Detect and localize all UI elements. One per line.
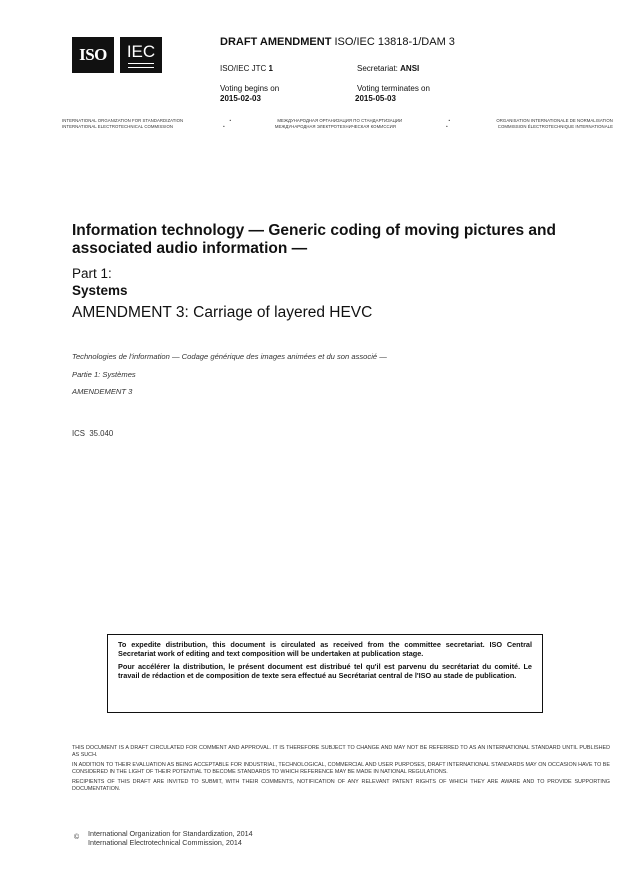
copyright-iec: International Electrotechnical Commission, 2014: [88, 838, 242, 847]
amendment-title: AMENDMENT 3: Carriage of layered HEVC: [72, 304, 373, 321]
disclaimer-paragraph: RECIPIENTS OF THIS DRAFT ARE INVITED TO SUBMIT, WITH THEIR COMMENTS, NOTIFICATION OF ANY RELEVANT PATENT RIGHTS OF WHICH THEY ARE AWARE AND TO PROVIDE SUPPORTING DOCUMENTATION.: [72, 779, 610, 793]
secretariat-label: Secretariat:: [357, 64, 398, 73]
document-title: Information technology — Generic coding of moving pictures and associated audio information —: [72, 222, 556, 257]
disclaimer-paragraph: THIS DOCUMENT IS A DRAFT CIRCULATED FOR COMMENT AND APPROVAL. IT IS THEREFORE SUBJECT TO CHANGE AND MAY NOT BE REFERRED TO AS AN INTERNATIONAL STANDARD UNTIL PUBLISHED AS SUCH.: [72, 745, 610, 759]
committee-prefix: ISO/IEC JTC: [220, 64, 267, 73]
voting-terminates: [355, 84, 430, 104]
voting-begins-date: 2015-02-03: [220, 94, 261, 103]
separator: •: [448, 118, 451, 123]
org-name-ru: МЕЖДУНАРОДНАЯ ОРГАНИЗАЦИЯ ПО СТАНДАРТИЗАЦИИ: [277, 118, 403, 123]
french-amendment: AMENDEMENT 3: [72, 387, 133, 396]
part-title: Systems: [72, 283, 128, 298]
org-name-en: INTERNATIONAL ELECTROTECHNICAL COMMISSION: [62, 124, 173, 129]
copyright-icon: ©: [74, 834, 80, 841]
separator: •: [223, 124, 225, 129]
voting-begins: [220, 84, 279, 104]
separator: •: [446, 124, 448, 129]
org-line-iec: [62, 124, 613, 129]
org-name-en: INTERNATIONAL ORGANIZATION FOR STANDARDIZATION: [62, 118, 184, 123]
document-designation: [220, 36, 455, 48]
iso-logo: [72, 37, 114, 73]
iec-logo: [120, 37, 162, 73]
secretariat-value: ANSI: [400, 64, 420, 73]
french-title: Technologies de l'information — Codage générique des images animées et du son associé —: [72, 352, 387, 361]
committee-number: 1: [268, 64, 273, 73]
copyright-iso: International Organization for Standardization, 2014: [88, 829, 253, 838]
iec-logo-text: IEC: [126, 42, 156, 61]
iso-logo-text: ISO: [79, 45, 107, 64]
voting-terminates-date: 2015-05-03: [355, 94, 396, 103]
voting-terminates-label: Voting terminates on: [357, 84, 430, 93]
notice-en: To expedite distribution, this document is circulated as received from the committee secretariat. ISO Central Secretariat work of editing and text composition will be undertaken at publication stage.: [118, 640, 532, 658]
ics-code: ICS 35.040: [72, 429, 114, 438]
iec-logo-bars: [128, 63, 154, 68]
draft-label: DRAFT AMENDMENT: [220, 36, 332, 48]
copyright: [88, 829, 253, 847]
distribution-notice: [107, 634, 543, 713]
voting-begins-label: Voting begins on: [220, 84, 280, 93]
disclaimer-paragraph: IN ADDITION TO THEIR EVALUATION AS BEING ACCEPTABLE FOR INDUSTRIAL, TECHNOLOGICAL, COMMERCIAL AND USER PURPOSES, DRAFT INTERNATIONAL STANDARDS MAY ON OCCASION HAVE TO BE CONSIDERED IN THE LIGHT OF THEIR POTENTIAL TO BECOME STANDARDS TO WHICH REFERENCE MAY BE MADE IN NATIONAL REGULATIONS.: [72, 762, 610, 776]
draft-disclaimer: [72, 745, 610, 794]
notice-fr: Pour accélérer la distribution, le présent document est distribué tel qu'il est parvenu du secrétariat du comité. Le travail de rédaction et de composition de texte sera effectué au Secrétariat central de l'ISO au stade de publication.: [118, 662, 532, 680]
part-label: Part 1:: [72, 266, 112, 281]
org-line-iso: [62, 118, 613, 123]
secretariat: [357, 64, 419, 73]
separator: •: [229, 118, 232, 123]
committee: [220, 64, 273, 73]
org-name-fr: COMMISSION ÉLECTROTECHNIQUE INTERNATIONALE: [497, 124, 613, 129]
org-name-fr: ORGANISATION INTERNATIONALE DE NORMALISATION: [496, 118, 613, 123]
org-name-ru: МЕЖДУНАРОДНАЯ ЭЛЕКТРОТЕХНИЧЕСКАЯ КОМИССИЯ: [274, 124, 396, 129]
doc-number: ISO/IEC 13818-1/DAM 3: [334, 36, 455, 48]
french-part: Partie 1: Systèmes: [72, 370, 136, 379]
